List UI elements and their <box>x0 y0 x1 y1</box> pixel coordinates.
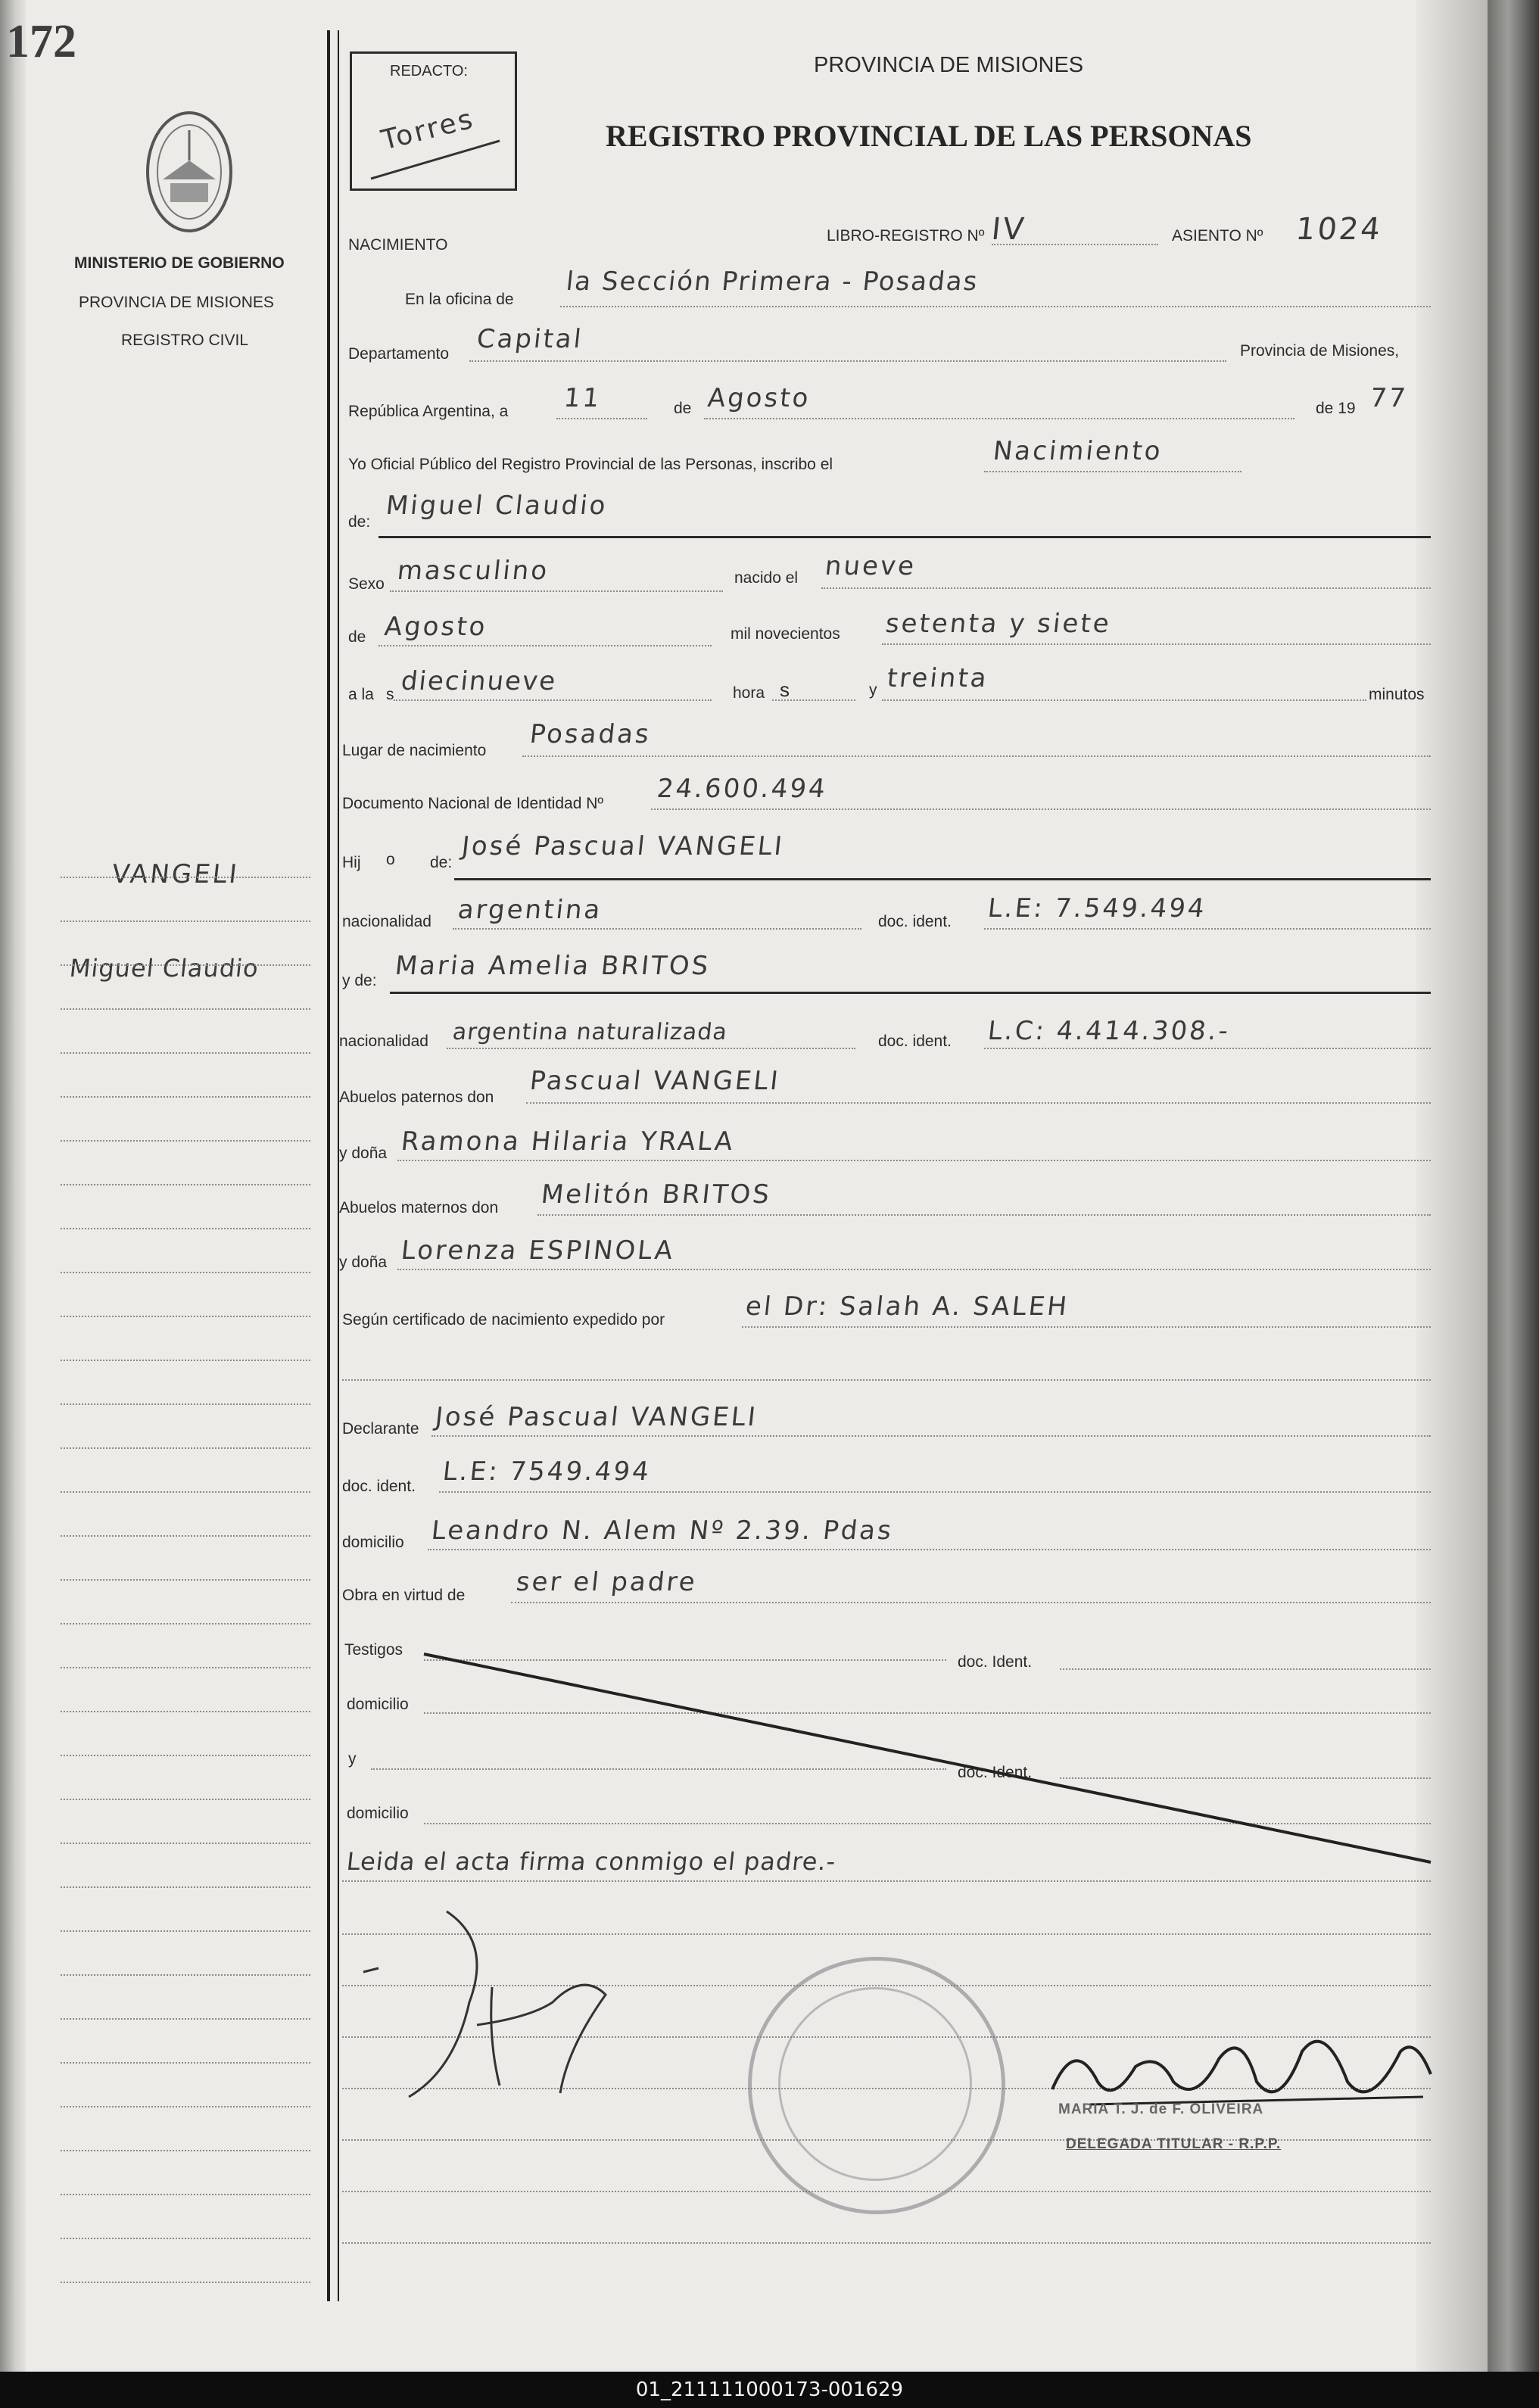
departamento-dots <box>469 360 1226 362</box>
doc3-dots <box>439 1491 1431 1493</box>
left-province-label: PROVINCIA DE MISIONES <box>79 294 274 311</box>
margin-line <box>61 2194 310 2195</box>
margin-line <box>61 2062 310 2064</box>
month-value: Agosto <box>706 383 812 413</box>
redacto-label: REDACTO: <box>390 63 468 79</box>
domicilio-dots <box>428 1549 1431 1550</box>
a-la-label: a la <box>348 686 374 703</box>
doc3-label: doc. ident. <box>342 1478 416 1495</box>
margin-line <box>61 877 310 878</box>
departamento-label: Departamento <box>348 345 450 363</box>
dona2-label: y doña <box>339 1254 388 1271</box>
margin-line <box>61 1140 310 1142</box>
lugar-label: Lugar de nacimiento <box>342 742 487 759</box>
book-edge <box>1488 0 1539 2372</box>
margin-line <box>61 1447 310 1449</box>
y-label: y <box>869 681 877 699</box>
month2-dots <box>379 645 712 646</box>
closing-statement: Leida el acta firma conmigo el padre.- <box>345 1847 838 1876</box>
hora-dots <box>772 699 855 701</box>
margin-line <box>61 1228 310 1229</box>
act-dots <box>984 471 1241 472</box>
a-la-suffix: s <box>386 686 394 703</box>
sexo-label: Sexo <box>348 575 385 593</box>
obra-value: ser el padre <box>514 1567 699 1597</box>
abuela-p-value: Ramona Hilaria YRALA <box>399 1126 737 1157</box>
doc3-value: L.E: 7549.494 <box>441 1456 653 1487</box>
month-dots <box>704 418 1294 419</box>
doc5-label: doc. Ident. <box>958 1764 1033 1781</box>
margin-line <box>61 1843 310 1844</box>
image-caption: 01_211111000173-001629 <box>0 2372 1539 2408</box>
republica-label: República Argentina, a <box>348 403 509 420</box>
margin-line <box>61 1360 310 1361</box>
domicilio-value: Leandro N. Alem Nº 2.39. Pdas <box>429 1516 895 1546</box>
column-divider <box>327 30 330 2301</box>
margin-line <box>61 1711 310 1712</box>
doc1-label: doc. ident. <box>878 913 952 930</box>
mother-label: y de: <box>342 972 377 989</box>
de2-label: de <box>348 628 366 646</box>
margin-surname: VANGELI <box>110 859 241 889</box>
y2-label: y <box>348 1750 357 1768</box>
dni-dots <box>651 808 1431 810</box>
margin-line <box>61 1886 310 1888</box>
cert-label: Según certificado de nacimiento expedido por <box>342 1311 665 1329</box>
lugar-value: Posadas <box>528 719 653 749</box>
oficial-text: Yo Oficial Público del Registro Provincial de las Personas, inscribo el <box>348 456 833 473</box>
hijo-suffix: o <box>386 851 395 868</box>
doc2-dots <box>984 1048 1431 1049</box>
day-dots <box>556 418 647 419</box>
coat-of-arms-icon <box>140 107 238 236</box>
margin-line <box>61 1623 310 1625</box>
redacto-box <box>350 51 517 191</box>
nacido-dots <box>821 587 1431 589</box>
margin-line <box>61 1272 310 1273</box>
mother-underline <box>390 992 1431 994</box>
signer-title: DELEGADA TITULAR - R.P.P. <box>1066 2136 1282 2152</box>
hour-value: diecinueve <box>399 666 559 696</box>
margin-line <box>61 1316 310 1317</box>
margin-line <box>61 1579 310 1581</box>
margin-line <box>61 1535 310 1537</box>
blank-line <box>342 2242 1431 2244</box>
cert-dots-2 <box>342 1379 1431 1381</box>
obra-label: Obra en virtud de <box>342 1587 466 1604</box>
father-value: José Pascual VANGELI <box>460 831 786 861</box>
provincia-label: Provincia de Misiones, <box>1240 342 1400 360</box>
margin-line <box>61 1008 310 1010</box>
abuelo-m-dots <box>537 1214 1431 1216</box>
testigos-label: Testigos <box>344 1641 403 1659</box>
dona1-label: y doña <box>339 1145 388 1162</box>
office-label: En la oficina de <box>405 291 514 308</box>
nac2-label: nacionalidad <box>339 1033 428 1050</box>
column-divider-inner <box>338 30 339 2301</box>
de-name-label: de: <box>348 513 371 531</box>
doc1-dots <box>984 928 1431 930</box>
year-words-dots <box>882 643 1431 645</box>
de-label: de <box>674 400 692 417</box>
abuelos-m-label: Abuelos maternos don <box>339 1199 499 1216</box>
nac1-value: argentina <box>456 895 604 925</box>
margin-line <box>61 1755 310 1756</box>
nac2-value: argentina naturalizada <box>451 1019 729 1045</box>
nacido-value: nueve <box>823 551 918 581</box>
minutes-dots <box>882 699 1366 701</box>
hora-label: hora <box>733 684 765 702</box>
de-year-label: de 19 <box>1316 400 1356 417</box>
dni-label: Documento Nacional de Identidad Nº <box>342 795 604 812</box>
margin-line <box>61 2018 310 2020</box>
sexo-dots <box>390 590 723 592</box>
margin-line <box>61 2238 310 2239</box>
doc2-label: doc. ident. <box>878 1033 952 1050</box>
nacido-label: nacido el <box>734 569 799 587</box>
signer-name: MARIA T. J. de F. OLIVEIRA <box>1058 2101 1264 2117</box>
margin-line <box>61 2282 310 2283</box>
binding-edge <box>0 0 26 2372</box>
sexo-value: masculino <box>395 556 551 586</box>
libro-value: IV <box>989 212 1028 247</box>
year-value: 77 <box>1368 383 1410 413</box>
margin-names: Miguel Claudio <box>68 954 260 983</box>
office-value: la Sección Primera - Posadas <box>564 266 980 297</box>
hour-dots <box>394 699 712 701</box>
domicilio2-label: domicilio <box>347 1696 409 1713</box>
margin-line <box>61 1403 310 1405</box>
month2-value: Agosto <box>382 612 489 642</box>
nac1-dots <box>453 928 861 930</box>
abuelo-m-value: Melitón BRITOS <box>539 1179 773 1210</box>
province-title: PROVINCIA DE MISIONES <box>814 53 1084 77</box>
cert-dots <box>742 1326 1431 1328</box>
declarante-label: Declarante <box>342 1420 419 1438</box>
redacto-underline-icon <box>367 137 503 182</box>
dni-value: 24.600.494 <box>655 774 829 804</box>
mil-label: mil novecientos <box>731 625 840 643</box>
hora-suffix: s <box>780 678 790 701</box>
lugar-dots <box>522 755 1431 757</box>
year-words-value: setenta y siete <box>883 609 1113 639</box>
margin-line <box>61 1930 310 1932</box>
margin-line <box>61 964 310 966</box>
declarante-value: José Pascual VANGELI <box>433 1402 759 1432</box>
office-dots <box>560 306 1431 307</box>
margin-line <box>61 1052 310 1054</box>
civil-registry-label: REGISTRO CIVIL <box>121 332 249 349</box>
minutes-value: treinta <box>885 663 990 693</box>
doc2-value: L.C: 4.414.308.- <box>986 1016 1232 1046</box>
domicilio3-label: domicilio <box>347 1805 409 1822</box>
nac1-label: nacionalidad <box>342 913 431 930</box>
redacto-value: Torres <box>378 103 478 157</box>
minutos-label: minutos <box>1369 686 1425 703</box>
ministry-label: MINISTERIO DE GOBIERNO <box>74 254 285 272</box>
abuelos-p-label: Abuelos paternos don <box>339 1089 494 1106</box>
registry-title: REGISTRO PROVINCIAL DE LAS PERSONAS <box>606 119 1252 153</box>
departamento-value: Capital <box>475 324 585 354</box>
doc1-value: L.E: 7.549.494 <box>986 893 1208 924</box>
nac2-dots <box>447 1048 855 1049</box>
abuela-p-dots <box>397 1160 1431 1161</box>
abuelo-p-value: Pascual VANGELI <box>528 1066 782 1096</box>
margin-line <box>61 921 310 922</box>
hijo-de-label: de: <box>430 854 453 871</box>
day-value: 11 <box>562 383 603 413</box>
margin-line <box>61 2106 310 2107</box>
cancel-stroke-icon <box>416 1643 1438 1870</box>
father-underline <box>454 878 1431 880</box>
cert-value: el Dr: Salah A. SALEH <box>743 1291 1070 1322</box>
domicilio-label: domicilio <box>342 1534 404 1551</box>
declarante-dots <box>431 1435 1431 1437</box>
page-number: 172 <box>6 16 76 67</box>
margin-line <box>61 1974 310 1976</box>
margin-line <box>61 2150 310 2151</box>
act-value: Nacimiento <box>991 436 1164 466</box>
asiento-value: 1024 <box>1294 212 1385 247</box>
margin-line <box>61 1096 310 1098</box>
official-seal-inner <box>778 1987 972 2181</box>
mother-value: Maria Amelia BRITOS <box>393 951 712 981</box>
margin-line <box>61 1491 310 1493</box>
margin-line <box>61 1799 310 1800</box>
abuela-m-dots <box>397 1269 1431 1270</box>
declarant-signature-icon <box>356 1896 704 2101</box>
asiento-label: ASIENTO Nº <box>1172 227 1263 245</box>
child-name-value: Miguel Claudio <box>384 491 609 521</box>
libro-dots <box>992 244 1158 245</box>
abuelo-p-dots <box>526 1102 1431 1104</box>
closing-dots <box>342 1880 1431 1882</box>
abuela-m-value: Lorenza ESPINOLA <box>399 1235 677 1266</box>
libro-label: LIBRO-REGISTRO Nº <box>827 227 985 245</box>
margin-line <box>61 1184 310 1185</box>
name-underline <box>379 536 1431 538</box>
record-type-label: NACIMIENTO <box>348 236 448 254</box>
doc4-label: doc. Ident. <box>958 1653 1033 1671</box>
hijo-label: Hij <box>342 854 361 871</box>
margin-line <box>61 1667 310 1668</box>
obra-dots <box>511 1602 1431 1603</box>
